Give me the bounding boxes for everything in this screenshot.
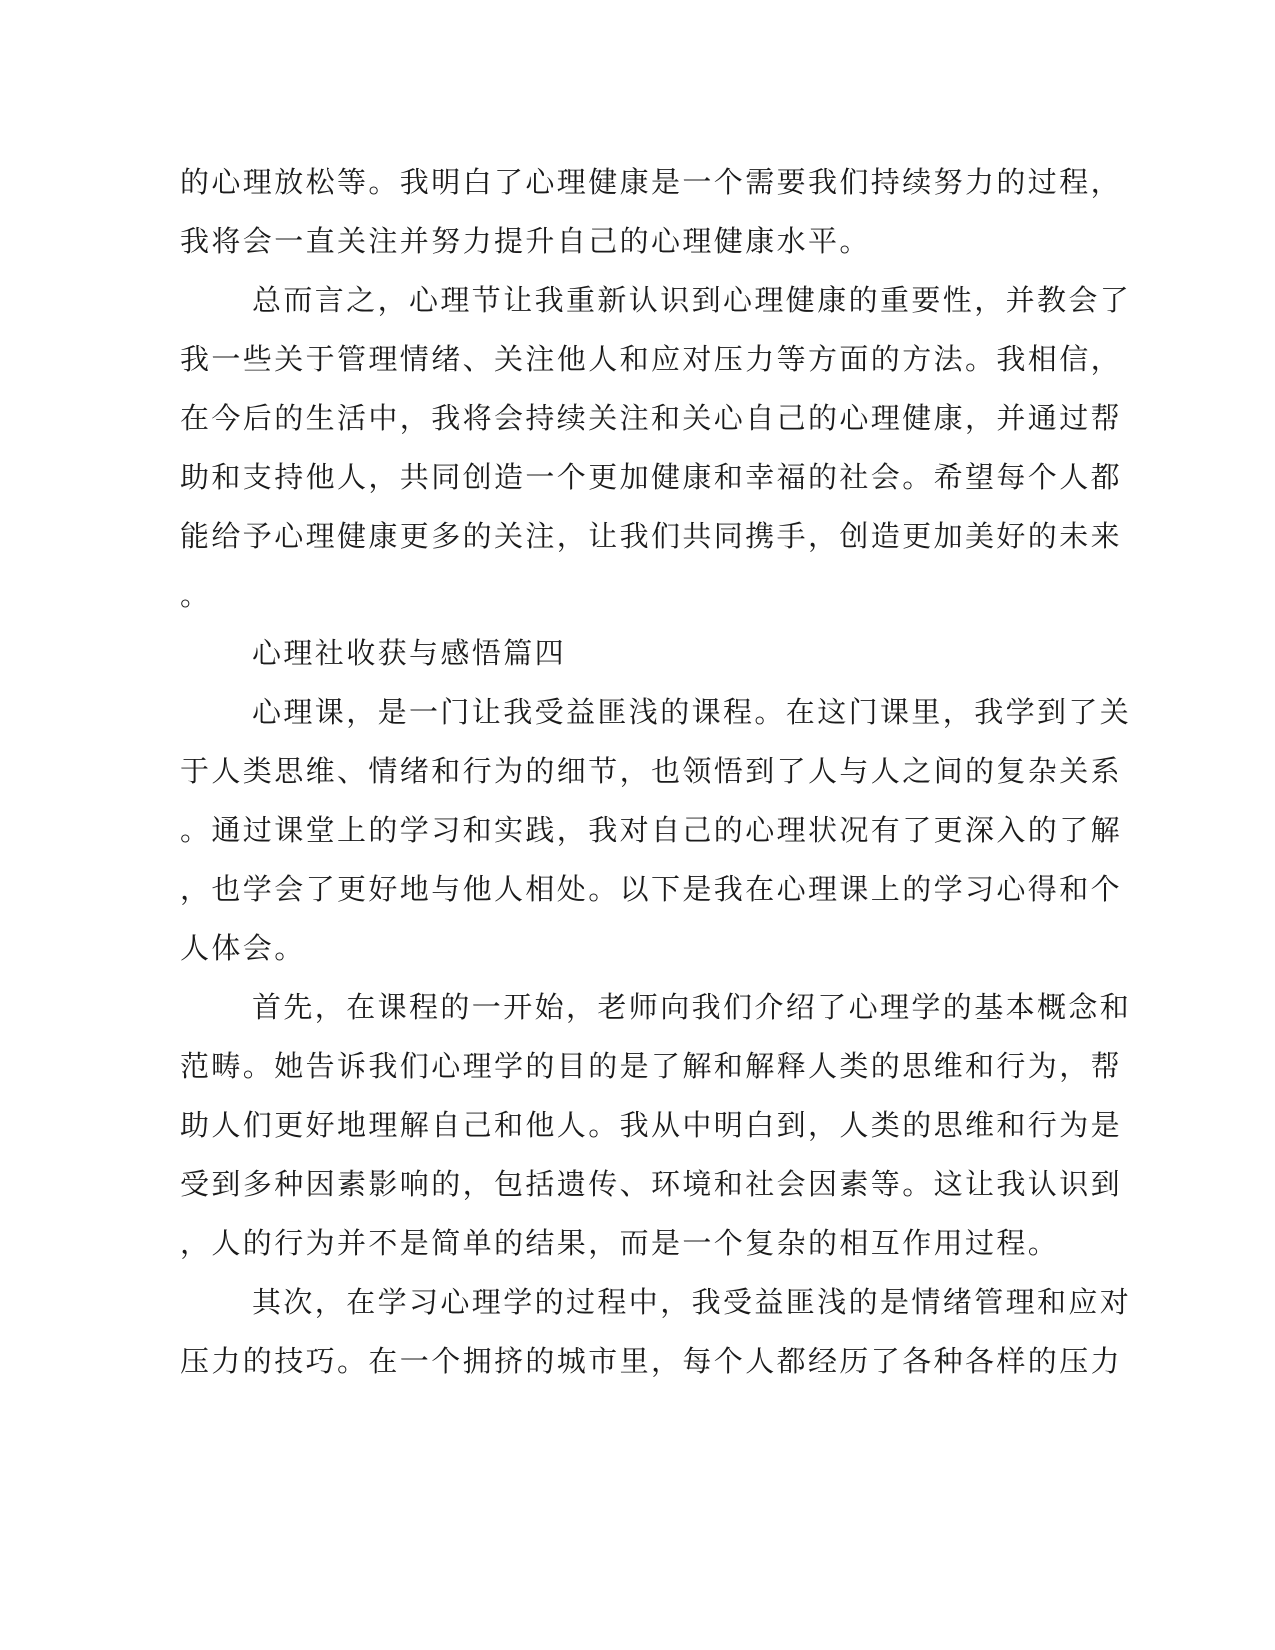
- paragraph-line: 受到多种因素影响的，包括遗传、环境和社会因素等。这让我认识到: [180, 1167, 1123, 1201]
- paragraph-line: 的心理放松等。我明白了心理健康是一个需要我们持续努力的过程，: [180, 165, 1123, 199]
- paragraph-line: 。通过课堂上的学习和实践，我对自己的心理状况有了更深入的了解: [180, 813, 1123, 847]
- paragraph-line: 范畴。她告诉我们心理学的目的是了解和解释人类的思维和行为，帮: [180, 1049, 1123, 1083]
- paragraph-line: 我一些关于管理情绪、关注他人和应对压力等方面的方法。我相信，: [180, 342, 1123, 376]
- paragraph-line: 其次，在学习心理学的过程中，我受益匪浅的是情绪管理和应对: [252, 1285, 1132, 1319]
- paragraph-line: 压力的技巧。在一个拥挤的城市里，每个人都经历了各种各样的压力: [180, 1344, 1123, 1378]
- paragraph-line: 助人们更好地理解自己和他人。我从中明白到，人类的思维和行为是: [180, 1108, 1123, 1142]
- paragraph-line: 首先，在课程的一开始，老师向我们介绍了心理学的基本概念和: [252, 990, 1132, 1024]
- paragraph-line: 总而言之，心理节让我重新认识到心理健康的重要性，并教会了: [252, 283, 1132, 317]
- paragraph-line: 我将会一直关注并努力提升自己的心理健康水平。: [180, 224, 871, 258]
- paragraph-line: 助和支持他人，共同创造一个更加健康和幸福的社会。希望每个人都: [180, 460, 1123, 494]
- paragraph-line: 能给予心理健康更多的关注，让我们共同携手，创造更加美好的未来: [180, 519, 1123, 553]
- paragraph-line: 。: [180, 578, 212, 612]
- paragraph-line: ，也学会了更好地与他人相处。以下是我在心理课上的学习心得和个: [180, 872, 1123, 906]
- paragraph-line: 于人类思维、情绪和行为的细节，也领悟到了人与人之间的复杂关系: [180, 754, 1123, 788]
- paragraph-line: ，人的行为并不是简单的结果，而是一个复杂的相互作用过程。: [180, 1226, 1060, 1260]
- paragraph-line: 在今后的生活中，我将会持续关注和关心自己的心理健康，并通过帮: [180, 401, 1123, 435]
- section-heading: 心理社收获与感悟篇四: [252, 636, 567, 670]
- paragraph-line: 心理课，是一门让我受益匪浅的课程。在这门课里，我学到了关: [252, 695, 1132, 729]
- paragraph-line: 人体会。: [180, 931, 306, 965]
